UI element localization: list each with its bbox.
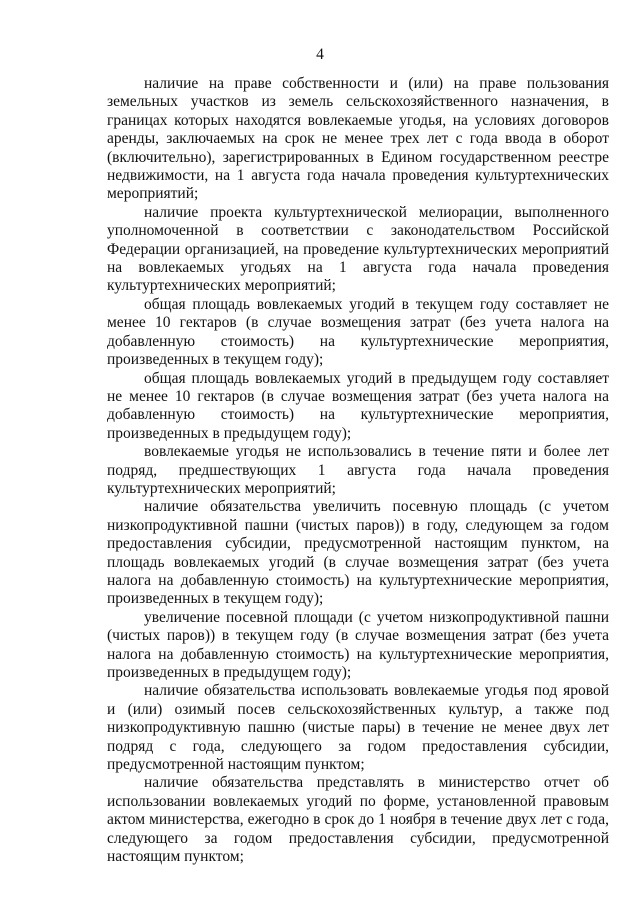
- page-number: 4: [316, 46, 324, 63]
- paragraph-area-current-year: общая площадь вовлекаемых угодий в текущем году составляет не менее 10 гектаров (в случае возмещения затрат (без учета налога на добавленную стоимость) на культуртехнические мероприятия, произведенных в текущем году);: [107, 295, 609, 369]
- paragraph-unused-land: вовлекаемые угодья не использовались в течение пяти и более лет подряд, предшествующих 1 августа года начала проведения культуртехнических мероприятий;: [107, 443, 609, 497]
- paragraph-sowing-increase: увеличение посевной площади (с учетом низкопродуктивной пашни (чистых паров)) в текущем году (в случае возмещения затрат (без учета налога на добавленную стоимость) на культуртехнические мероприятия, произведенных в предыдущем году);: [107, 608, 609, 681]
- paragraph-report-obligation: наличие обязательства представлять в министерство отчет об использовании вовлекаемых угодий по форме, установленной правовым актом министерства, ежегодно в срок до 1 ноября в течение двух лет с года, следующего за годом предоставления субсидии, предусмотренной настоящим пунктом;: [107, 774, 609, 866]
- document-body: [107, 75, 609, 866]
- paragraph-usage-obligation: наличие обязательства использовать вовлекаемые угодья под яровой и (или) озимый посев сельскохозяйственных культур, а также под низкопродуктивную пашню (чистые пары) в течение не менее двух лет подряд с года, следующего за годом предоставления субсидии, предусмотренной настоящим пунктом;: [107, 682, 609, 774]
- paragraph-reclamation-project: наличие проекта культуртехнической мелиорации, выполненного уполномоченной в соответствии с законодательством Российской Федерации организацией, на проведение культуртехнических мероприятий на вовлекаемых угодьях на 1 августа года начала проведения культуртехнических мероприятий;: [107, 203, 609, 295]
- paragraph-area-previous-year: общая площадь вовлекаемых угодий в предыдущем году составляет не менее 10 гектаров (в случае возмещения затрат (без учета налога на добавленную стоимость) на культуртехнические мероприятия, произведенных в предыдущем году);: [107, 369, 609, 442]
- paragraph-sowing-obligation: наличие обязательства увеличить посевную площадь (с учетом низкопродуктивной пашни (чистых паров)) в году, следующем за годом предоставления субсидии, предусмотренной настоящим пунктом, на площадь вовлекаемых угодий (в случае возмещения затрат (без учета налога на добавленную стоимость) на культуртехнические мероприятия, произведенных в текущем году);: [107, 498, 609, 608]
- paragraph-land-ownership: наличие на праве собственности и (или) на праве пользования земельных участков из земель сельскохозяйственного назначения, в границах которых находятся вовлекаемые угодья, на условиях договоров аренды, заключаемых на срок не менее трех лет с года ввода в оборот (включительно), зарегистрированных в Едином государственном реестре недвижимости, на 1 августа года начала проведения культуртехнических мероприятий;: [107, 75, 609, 203]
